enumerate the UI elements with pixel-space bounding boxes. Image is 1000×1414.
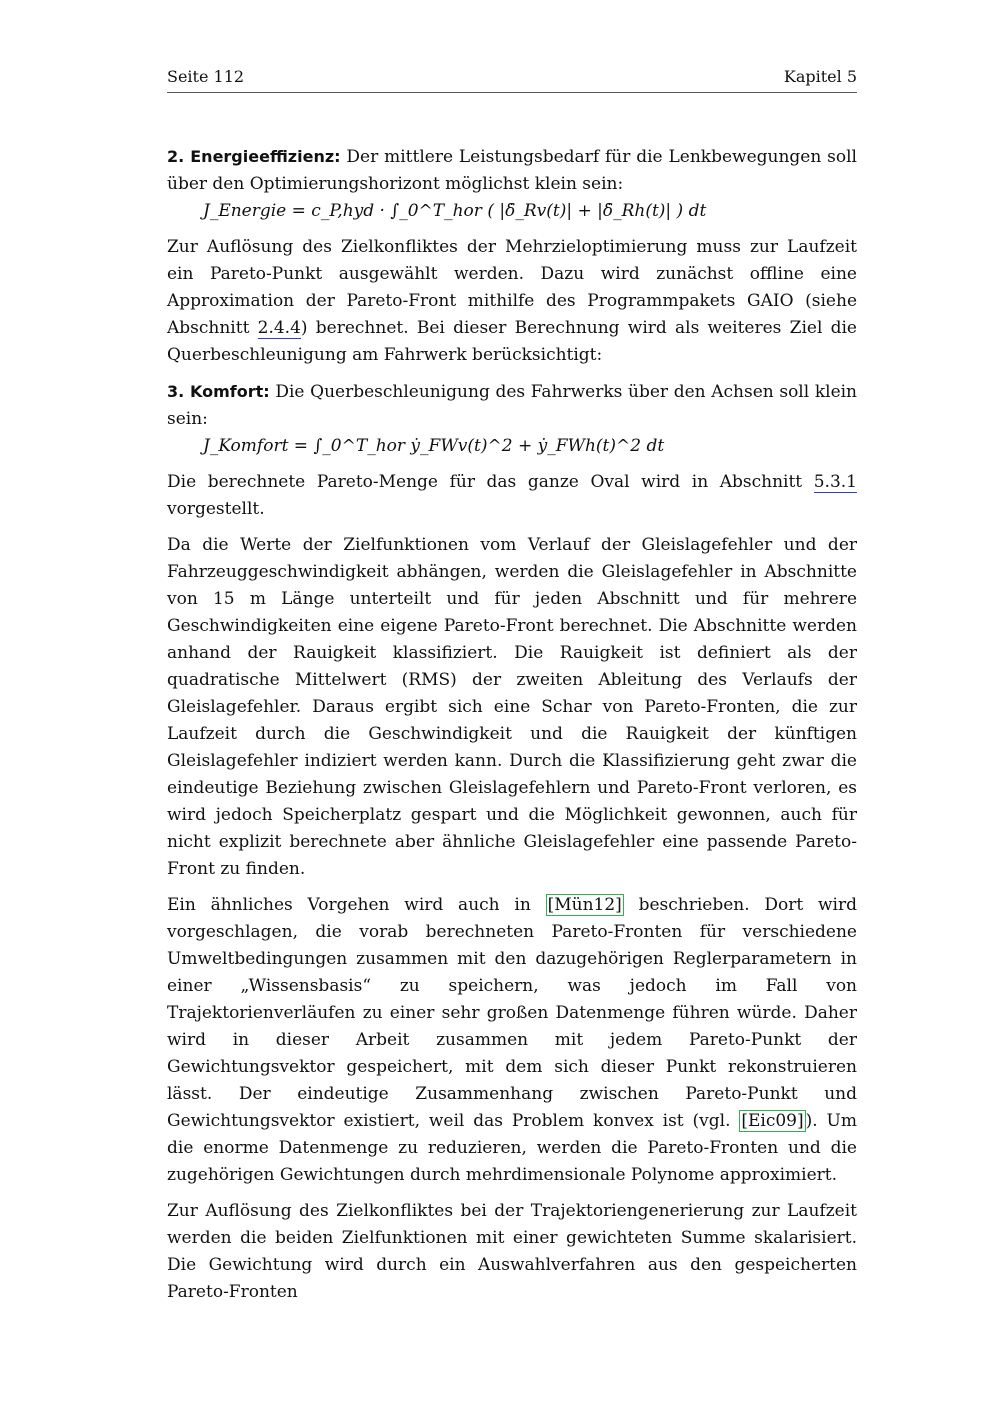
objective-comfort-label: 3. Komfort: [167,382,270,401]
objective-comfort [167,378,857,460]
paragraph-knowledge-base [167,892,857,1189]
paragraph-scalarization: Zur Auflösung des Zielkonfliktes bei der Trajektoriengenerierung zur Laufzeit werden die beiden Zielfunktionen mit einer gewichteten Summe skalarisiert. Die Gewichtung wird durch ein Auswahlverfahren aus den gespeicherten Pareto-Fronten [167,1201,857,1302]
objective-comfort-text: Die Querbeschleunigung des Fahrwerks über den Achsen soll klein sein: [167,382,858,429]
para4-text-b: beschrieben. Dort wird vorgeschlagen, die vorab berechneten Pareto-Fronten für verschiedene Umweltbedingungen zusammen mit den dazugehörigen Reglerparametern in einer „Wissensbasis“ zu speichern, was jedoch im Fall von Trajektorienverläufen zu einer sehr großen Datenmenge führen würde. Daher wird in dieser Arbeit zusammen mit jedem Pareto-Punkt der Gewichtungsvektor gespeichert, mit dem sich dieser Punkt rekonstruieren lässt. Der eindeutige Zusammenhang zwischen Pareto-Punkt und Gewichtungsvektor existiert, weil das Problem konvex ist (vgl. [167,895,858,1131]
paragraph-pareto-approx [167,234,857,369]
page-body [167,143,857,1315]
para1-text-b: ) berechnet. Bei dieser Berechnung wird als weiteres Ziel die Querbeschleunigung am Fahrwerk berücksichtigt: [167,318,857,365]
objective-energy-label: 2. Energieeffizienz: [167,147,341,166]
para1-text-a: Zur Auflösung des Zielkonfliktes der Mehrzieloptimierung muss zur Laufzeit ein Pareto-Punkt ausgewählt werden. Dazu wird zunächst offline eine Approximation der Pareto-Front mithilfe des Programmpakets GAIO (siehe Abschnitt [167,237,857,338]
formula-energy: J_Energie = c_P,hyd · ∫_0^T_hor ( |δ̇_Rv(t)| + |δ̇_Rh(t)| ) dt [203,201,707,221]
chapter-label: Kapitel 5 [783,67,857,86]
para2-text-b: vorgestellt. [167,499,265,519]
citation-eic09[interactable]: [Eic09] [741,1111,804,1131]
running-header [167,66,857,93]
para4-text-a: Ein ähnliches Vorgehen wird auch in [167,895,546,915]
para2-text-a: Die berechnete Pareto-Menge für das ganze Oval wird in Abschnitt [167,472,814,492]
citation-mun12[interactable]: [Mün12] [547,895,622,915]
page-number: Seite 112 [167,67,245,86]
para4-text-c: ). Um die enorme Datenmenge zu reduzieren, werden die Pareto-Fronten und die zugehörigen Gewichtungen durch mehrdimensionale Polynome approximiert. [167,1111,857,1185]
objective-energy-text: Der mittlere Leistungsbedarf für die Lenkbewegungen soll über den Optimierungshorizont möglichst klein sein: [167,147,857,194]
section-link-5-3-1[interactable]: 5.3.1 [813,472,857,492]
section-link-2-4-4[interactable]: 2.4.4 [257,318,301,338]
paragraph-classification: Da die Werte der Zielfunktionen vom Verlauf der Gleislagefehler und der Fahrzeuggeschwindigkeit abhängen, werden die Gleislagefehler in Abschnitte von 15 m Länge unterteilt und für jeden Abschnitt und für mehrere Geschwindigkeiten eine eigene Pareto-Front berechnet. Die Abschnitte werden anhand der Rauigkeit klassifiziert. Die Rauigkeit ist definiert als der quadratische Mittelwert (RMS) der zweiten Ableitung des Verlaufs der Gleislagefehler. Daraus ergibt sich eine Schar von Pareto-Fronten, die zur Laufzeit durch die Geschwindigkeit und die Rauigkeit der künftigen Gleislagefehler indiziert werden kann. Durch die Klassifizierung geht zwar die eindeutige Beziehung zwischen Gleislagefehlern und Pareto-Front verloren, es wird jedoch Speicherplatz gespart und die Möglichkeit gewonnen, auch für nicht explizit berechnete aber ähnliche Gleislagefehler eine passende Pareto-Front zu finden. [167,535,857,879]
objective-energy [167,143,857,225]
formula-comfort: J_Komfort = ∫_0^T_hor ẏ_FWv(t)^2 + ẏ_FWh(t)^2 dt [203,436,665,456]
paragraph-pareto-set [167,469,857,523]
